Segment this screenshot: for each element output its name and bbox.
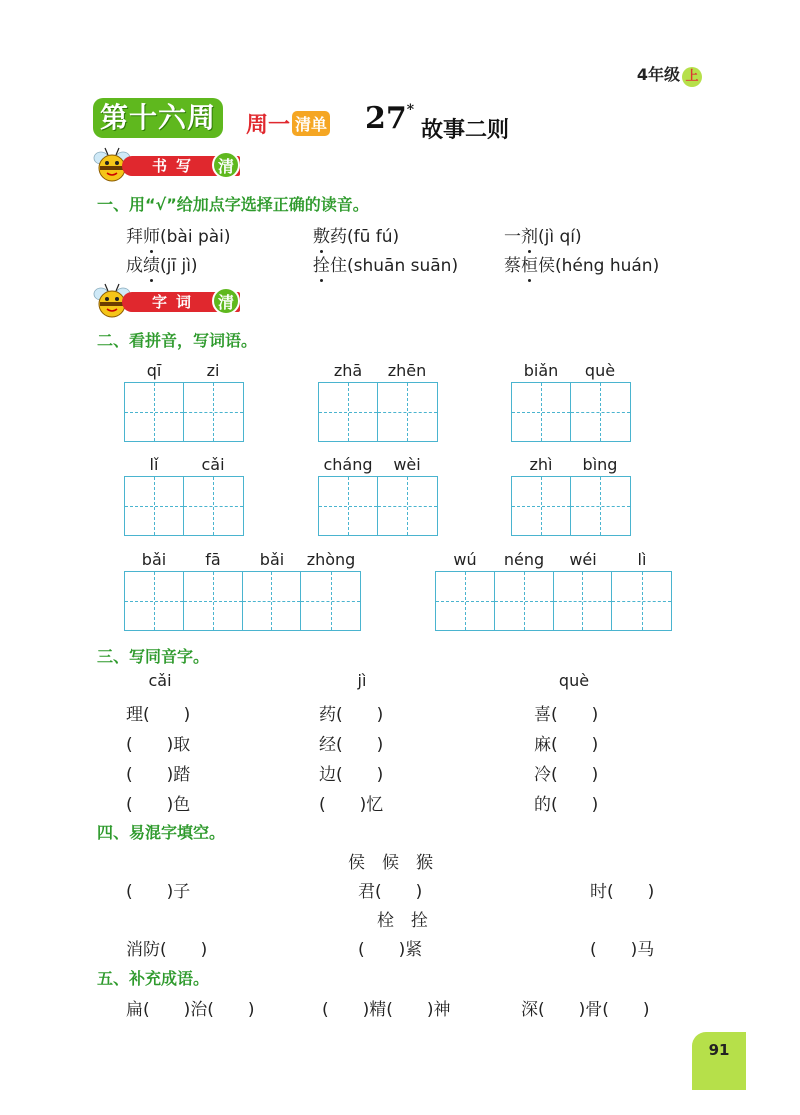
writing-grid[interactable] <box>511 476 631 536</box>
q3-item: 冷( ) <box>534 765 599 785</box>
pinyin: lì <box>637 550 647 569</box>
pinyin: zhòng <box>306 550 356 569</box>
pinyin: biǎn <box>523 361 559 380</box>
q1-title: 一、用“√”给加点字选择正确的读音。 <box>97 195 369 214</box>
checklist-badge: 清单 <box>292 111 330 136</box>
q4-item: 时( ) <box>590 882 655 902</box>
q3-header: cǎi <box>148 671 172 690</box>
pinyin: zhēn <box>387 361 427 380</box>
writing-grid[interactable] <box>511 382 631 442</box>
q1-item: 拜师(bài pài) <box>126 222 231 247</box>
pinyin: qī <box>146 361 162 380</box>
section-words-check: 清 <box>212 287 240 315</box>
q3-header: jì <box>357 671 367 690</box>
q4-item: ( )马 <box>590 940 655 960</box>
section-words-badge <box>92 288 252 316</box>
q2-title: 二、看拼音，写词语。 <box>97 331 258 350</box>
week-banner: 第十六周 <box>93 98 223 138</box>
pinyin: zhā <box>333 361 363 380</box>
pinyin: zi <box>206 361 220 380</box>
q4-group1: 侯 候 猴 <box>348 853 433 873</box>
pinyin: bǎi <box>259 550 285 569</box>
q3-item: 喜( ) <box>534 705 599 725</box>
q3-item: 药( ) <box>319 705 384 725</box>
q3-title: 三、写同音字。 <box>97 647 210 666</box>
q5-title: 五、补充成语。 <box>97 969 210 988</box>
lesson-title: 故事二则 <box>421 117 510 143</box>
q1-item: 成绩(jī jì) <box>126 251 198 276</box>
q1-item: 拴住(shuān suān) <box>313 251 458 276</box>
q3-item: 经( ) <box>319 735 384 755</box>
section-writing-title: 书写 <box>122 156 240 176</box>
pinyin: bìng <box>582 455 618 474</box>
section-writing-badge <box>92 152 252 180</box>
pinyin: zhì <box>529 455 553 474</box>
writing-grid[interactable] <box>124 476 244 536</box>
pinyin: lǐ <box>149 455 159 474</box>
writing-grid[interactable] <box>435 571 672 631</box>
day-label: 周一 清单 <box>246 108 330 139</box>
pinyin: bǎi <box>141 550 167 569</box>
pinyin: wèi <box>393 455 421 474</box>
pinyin: wéi <box>569 550 597 569</box>
writing-grid[interactable] <box>124 382 244 442</box>
q5-item: 扁( )治( ) <box>126 1000 255 1020</box>
writing-grid[interactable] <box>318 382 438 442</box>
q1-item: 一剂(jì qí) <box>504 222 582 247</box>
q1-item: 蔡桓侯(héng huán) <box>504 251 659 276</box>
writing-grid[interactable] <box>318 476 438 536</box>
grade-badge: 上 <box>682 67 702 87</box>
q3-item: 理( ) <box>126 705 191 725</box>
grade-label: 4年级 上 <box>637 62 702 87</box>
q4-title: 四、易混字填空。 <box>97 823 226 842</box>
pinyin: cǎi <box>201 455 225 474</box>
pinyin: fā <box>205 550 221 569</box>
q3-item: ( )踏 <box>126 765 191 785</box>
pinyin: què <box>584 361 616 380</box>
q1-item: 敷药(fū fú) <box>313 222 399 247</box>
writing-grid[interactable] <box>124 571 361 631</box>
q4-item: ( )紧 <box>358 940 423 960</box>
q3-item: ( )忆 <box>319 795 384 815</box>
pinyin: wú <box>453 550 477 569</box>
pinyin: néng <box>503 550 545 569</box>
q4-item: 消防( ) <box>126 940 208 960</box>
q4-item: ( )子 <box>126 882 191 902</box>
q3-item: ( )取 <box>126 735 191 755</box>
q3-header: què <box>558 671 590 690</box>
q3-item: 麻( ) <box>534 735 599 755</box>
q4-item: 君( ) <box>358 882 423 902</box>
q5-item: ( )精( )神 <box>322 1000 451 1020</box>
q4-group2: 栓 拴 <box>377 911 428 931</box>
q3-item: ( )色 <box>126 795 191 815</box>
lesson-number: 27* <box>365 101 415 136</box>
section-words-title: 字词 <box>122 292 240 312</box>
q3-item: 的( ) <box>534 795 599 815</box>
pinyin: cháng <box>323 455 373 474</box>
section-writing-check: 清 <box>212 151 240 179</box>
q3-item: 边( ) <box>319 765 384 785</box>
page-number: 91 <box>692 1032 746 1090</box>
q5-item: 深( )骨( ) <box>521 1000 650 1020</box>
